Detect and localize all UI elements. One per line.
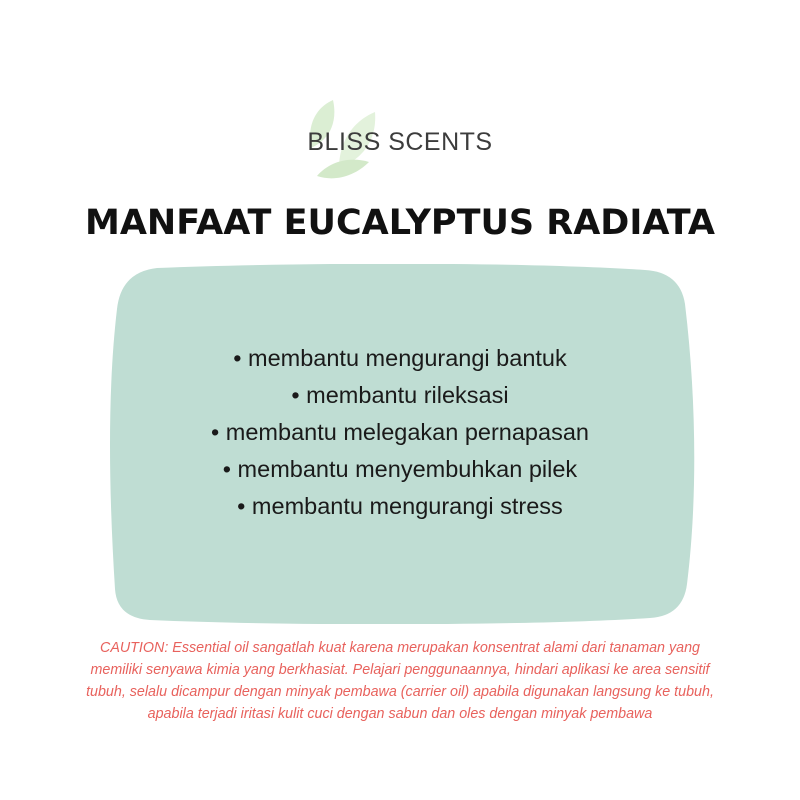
page-title: MANFAAT EUCALYPTUS RADIATA	[85, 203, 715, 243]
caution-text: CAUTION: Essential oil sangatlah kuat karena merupakan konsentrat alami dari tanaman yang memiliki senyawa kimia yang berkhasiat. Pelajari penggunaannya, hindari aplikasi ke area sensitif tubuh, selalu dicampur dengan minyak pembawa (carrier oil) apabila digunakan langsung ke tubuh, apabila terjadi iritasi kulit cuci dengan sabun dan oles dengan minyak pembawa	[86, 640, 714, 722]
brand-logo	[0, 88, 800, 188]
benefits-card	[105, 264, 695, 624]
benefit-item: • membantu mengurangi bantuk	[233, 345, 567, 371]
benefit-item: • membantu melegakan pernapasan	[211, 419, 589, 445]
brand-name: BLISS SCENTS	[307, 128, 493, 156]
benefit-item: • membantu menyembuhkan pilek	[222, 456, 578, 482]
benefit-item: • membantu rileksasi	[291, 382, 509, 408]
benefit-item: • membantu mengurangi stress	[237, 493, 563, 519]
benefits-list	[105, 340, 695, 525]
